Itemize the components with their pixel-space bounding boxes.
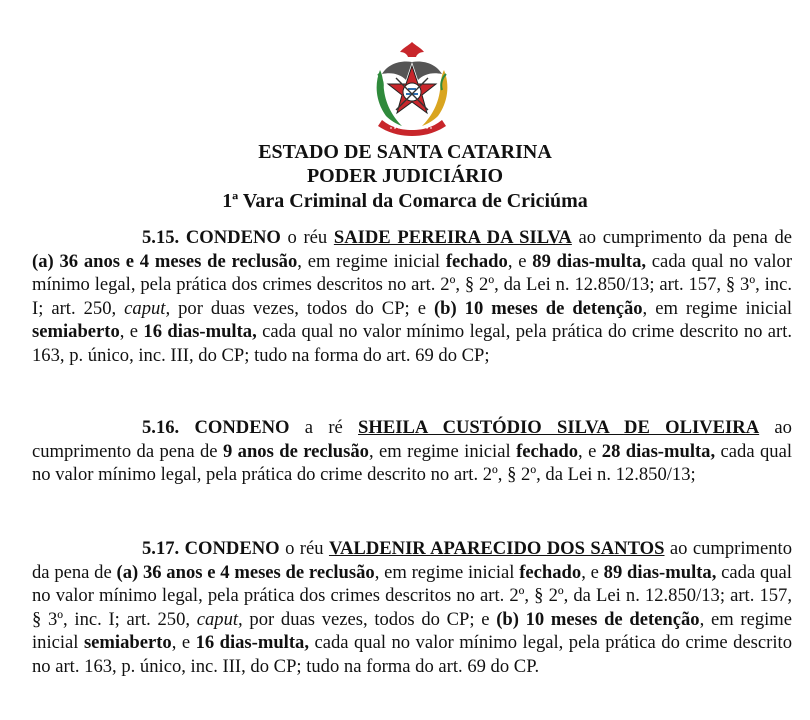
regime-type: fechado: [516, 440, 579, 462]
defendant-name: SAIDE PEREIRA DA SILVA: [333, 227, 572, 248]
header-court-name: 1ª Vara Criminal da Comarca de Criciúma: [222, 190, 588, 212]
fine-days: 16 dias-multa,: [143, 321, 257, 343]
fine-days: 89 dias-multa,: [603, 561, 717, 583]
sentence-term: (b) 10 meses de detenção: [496, 608, 700, 630]
condeno-verb: CONDENO: [184, 538, 280, 559]
paragraph-text: , em regime inicial: [368, 440, 517, 462]
regime-type: fechado: [519, 561, 582, 583]
paragraph-text: , e: [507, 250, 533, 272]
paragraph-text: , em regime inicial: [297, 250, 446, 272]
fine-days: 89 dias-multa,: [532, 250, 647, 272]
defendant-name: VALDENIR APARECIDO DOS SANTOS: [328, 538, 665, 559]
regime-type: semiaberto: [83, 632, 172, 654]
regime-type: fechado: [445, 250, 508, 272]
paragraph-text: , em regime inicial: [374, 561, 520, 583]
paragraph-text: , em regime inicial: [642, 297, 792, 319]
latin-term: caput,: [196, 608, 243, 630]
sentence-term: 9 anos de reclusão: [222, 440, 369, 462]
paragraph-text: ao cumprimento da pena de: [32, 538, 793, 583]
paragraph-text: , e: [171, 632, 196, 654]
sentence-paragraph-5-16: [32, 416, 792, 487]
paragraph-text: cada qual no valor mínimo legal, pela prática dos crimes descritos no art. 2º, § 2º, da Lei n. 12.850/13; art. 157, § 3º, inc. I; art. 250,: [32, 561, 792, 630]
paragraph-text: o réu: [280, 227, 334, 248]
state-coat-of-arms-seal: [370, 40, 454, 138]
sentence-paragraph-5-15: [32, 226, 792, 368]
paragraph-text: ao cumprimento da pena de: [571, 227, 793, 248]
paragraph-text: , e: [119, 321, 144, 343]
sentence-paragraph-5-17: [32, 537, 792, 679]
regime-type: semiaberto: [32, 321, 120, 343]
paragraph-text: cada qual no valor mínimo legal, pela prática dos crimes descritos no art. 2º, § 2º, da Lei n. 12.850/13; art. 157, § 3º, inc. I; art. 250,: [32, 250, 793, 319]
paragraph-number: 5.15.: [142, 227, 180, 248]
paragraph-text: por duas vezes, todos do CP; e: [170, 297, 434, 319]
defendant-name: SHEILA CUSTÓDIO SILVA DE OLIVEIRA: [358, 417, 760, 438]
condeno-verb: CONDENO: [185, 227, 281, 248]
header-judiciary: PODER JUDICIÁRIO: [306, 165, 504, 187]
paragraph-text: cada qual no valor mínimo legal, pela prática do crime descrito no art. 2º, § 2º, da Lei n. 12.850/13;: [32, 440, 793, 486]
fine-days: 16 dias-multa,: [195, 632, 309, 654]
fine-days: 28 dias-multa,: [601, 440, 716, 462]
sentence-term: (a) 36 anos e 4 meses de reclusão: [116, 561, 375, 583]
paragraph-text: o réu: [279, 538, 329, 559]
paragraph-text: ao cumprimento da pena de: [32, 417, 792, 462]
sentence-term: (a) 36 anos e 4 meses de reclusão: [32, 250, 298, 272]
paragraph-text: a ré: [289, 417, 359, 438]
header-state-name: ESTADO DE SANTA CATARINA: [258, 141, 552, 163]
paragraph-text: , em regime inicial: [32, 608, 792, 654]
paragraph-text: , e: [578, 440, 602, 462]
sentence-term: (b) 10 meses de detenção: [433, 297, 643, 319]
paragraph-number: 5.16.: [142, 417, 180, 438]
paragraph-text: cada qual no valor mínimo legal, pela prática do crime descrito no art. 163, p. único, inc. III, do CP; tudo na forma do art. 69 do CP;: [32, 321, 793, 366]
paragraph-number: 5.17.: [142, 538, 180, 559]
paragraph-text: cada qual no valor mínimo legal, pela prática do crime descrito no art. 163, p. único, inc. III, do CP; tudo na forma do art. 69 do CP.: [32, 632, 792, 677]
latin-term: caput,: [124, 297, 171, 319]
condeno-verb: CONDENO: [194, 417, 290, 438]
paragraph-text: por duas vezes, todos do CP; e: [242, 608, 497, 630]
paragraph-text: , e: [581, 561, 604, 583]
